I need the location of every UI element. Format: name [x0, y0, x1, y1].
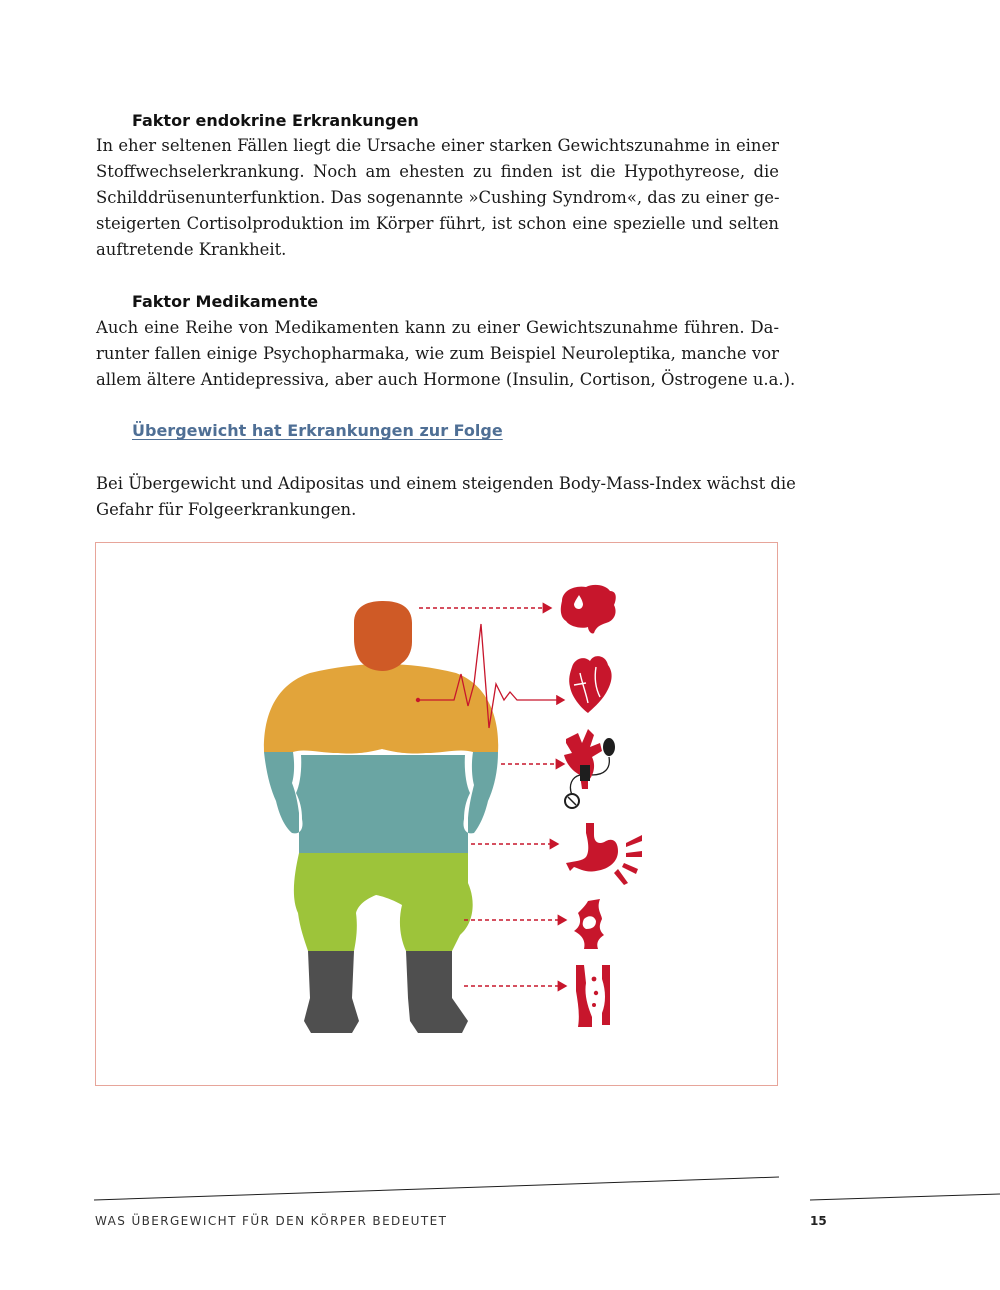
- text-line: Bei Übergewicht und Adipositas und einem steigenden Body-Mass-Index wächst die: [96, 474, 796, 493]
- text-line: Stoffwechselerkrankung. Noch am ehesten zu finden ist die Hypothyreose, die: [96, 162, 779, 181]
- text-line: In eher seltenen Fällen liegt die Ursache einer starken Gewichtszunahme in einer: [96, 136, 779, 155]
- page-number: 15: [810, 1214, 827, 1228]
- text-line: Auch eine Reihe von Medikamenten kann zu einer Gewichtszunahme führen. Da-: [96, 318, 779, 337]
- text-line: steigerten Cortisolproduktion im Körper führt, ist schon eine spezielle und selten: [96, 214, 779, 233]
- text-line: allem ältere Antidepressiva, aber auch Hormone (Insulin, Cortison, Östrogene u.a.).: [96, 370, 796, 389]
- text-line: runter fallen einige Psychopharmaka, wie zum Beispiel Neuroleptika, manche vor: [96, 344, 779, 363]
- text-line: Gefahr für Folgeerkrankungen.: [96, 500, 357, 519]
- section-heading-medication: Faktor Medikamente: [132, 292, 319, 311]
- running-title: WAS ÜBERGEWICHT FÜR DEN KÖRPER BEDEUTET: [95, 1214, 448, 1228]
- text-line: Schilddrüsenunterfunktion. Das sogenannte »Cushing Syndrom«, das zu einer ge-: [96, 188, 780, 207]
- text-line: auftretende Krankheit.: [96, 240, 287, 259]
- section-heading-endocrine: Faktor endokrine Erkrankungen: [132, 111, 419, 130]
- link-heading[interactable]: Übergewicht hat Erkrankungen zur Folge: [132, 421, 503, 440]
